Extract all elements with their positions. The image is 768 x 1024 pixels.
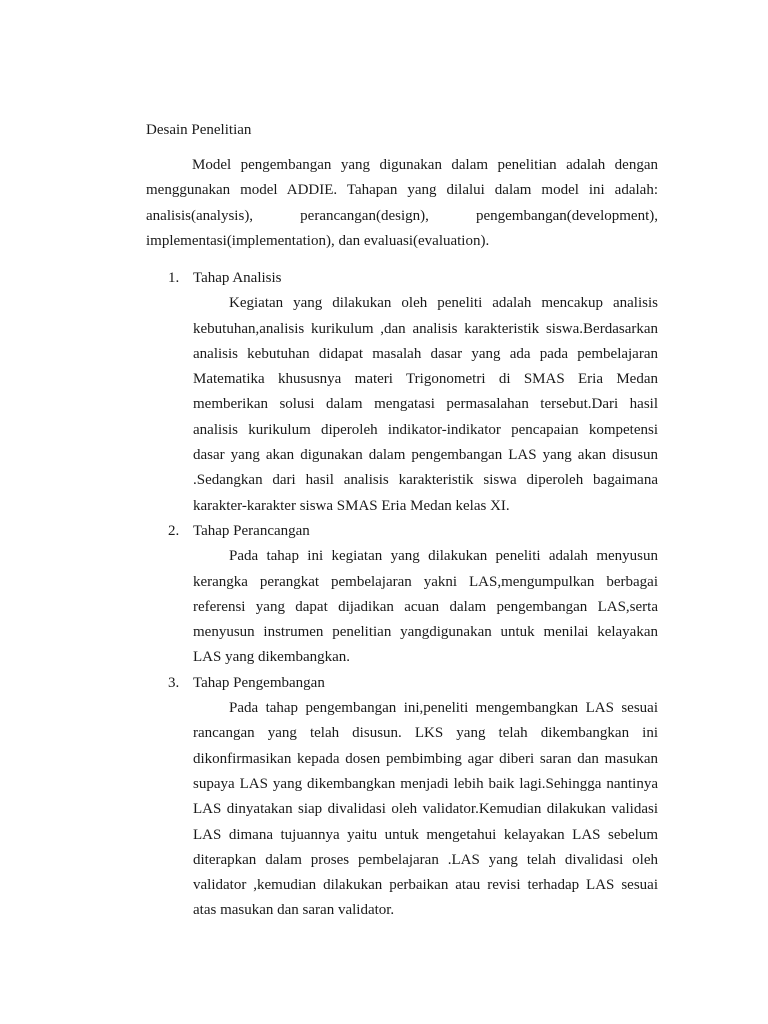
list-item-number: 2.: [168, 522, 180, 539]
list-item-body: Pada tahap pengembangan ini,peneliti mengembangkan LAS sesuai rancangan yang telah disusun. LKS yang telah dikembangkan ini dikonfirmasikan kepada dosen pembimbing agar diberi saran dan masukan supaya LAS yang dikembangkan menjadi lebih baik lagi.Sehingga nantinya LAS dinyatakan siap divalidasi oleh validator.Kemudian dilakukan validasi LAS dimana tujuannya yaitu untuk mengetahui kelayakan LAS sebelum diterapkan dalam proses pembelajaran .LAS yang telah divalidasi oleh validator ,kemudian dilakukan perbaikan atau revisi terhadap LAS sesuai atas masukan dan saran validator.: [193, 700, 658, 919]
list-item: [146, 266, 658, 519]
intro-paragraph: Model pengembangan yang digunakan dalam penelitian adalah dengan menggunakan model ADDIE. Tahapan yang dilalui dalam model ini adalah: analisis(analysis), perancangan(design), pengembangan(development), implementasi(implementation), dan evaluasi(evaluation).: [146, 157, 658, 249]
list-item: [146, 519, 658, 671]
list-item-number: 1.: [168, 270, 180, 286]
list-item-title: Tahap Perancangan: [193, 522, 310, 539]
list-item-header: [146, 519, 658, 544]
list-item-header: [146, 671, 658, 696]
list-item-header: [146, 266, 658, 291]
list-item: [146, 671, 658, 924]
list-item-body: Pada tahap ini kegiatan yang dilakukan peneliti adalah menyusun kerangka perangkat pembelajaran yakni LAS,mengumpulkan berbagai referensi yang dapat dijadikan acuan dalam pengembangan LAS,serta menyusun instrumen penelitian yangdigunakan untuk menilai kelayakan LAS yang dikembangkan.: [193, 548, 658, 666]
section-heading: Desain Penelitian: [146, 122, 252, 138]
stages-list: [146, 266, 658, 924]
list-item-number: 3.: [168, 674, 180, 691]
list-item-body: Kegiatan yang dilakukan oleh peneliti adalah mencakup analisis kebutuhan,analisis kurikulum ,dan analisis karakteristik siswa.Berdasarkan analisis kebutuhan didapat masalah dasar yang ada pada pembelajaran Matematika khususnya materi Trigonometri di SMAS Eria Medan memberikan solusi dalam mengatasi permasalahan tersebut.Dari hasil analisis kurikulum diperoleh indikator-indikator pencapaian kompetensi dasar yang akan digunakan dalam pengembangan LAS yang akan disusun .Sedangkan dari hasil analisis karakteristik siswa diperoleh bagaimana karakter-karakter siswa SMAS Eria Medan kelas XI.: [193, 295, 658, 514]
list-item-title: Tahap Pengembangan: [193, 674, 325, 691]
list-item-title: Tahap Analisis: [193, 270, 282, 286]
